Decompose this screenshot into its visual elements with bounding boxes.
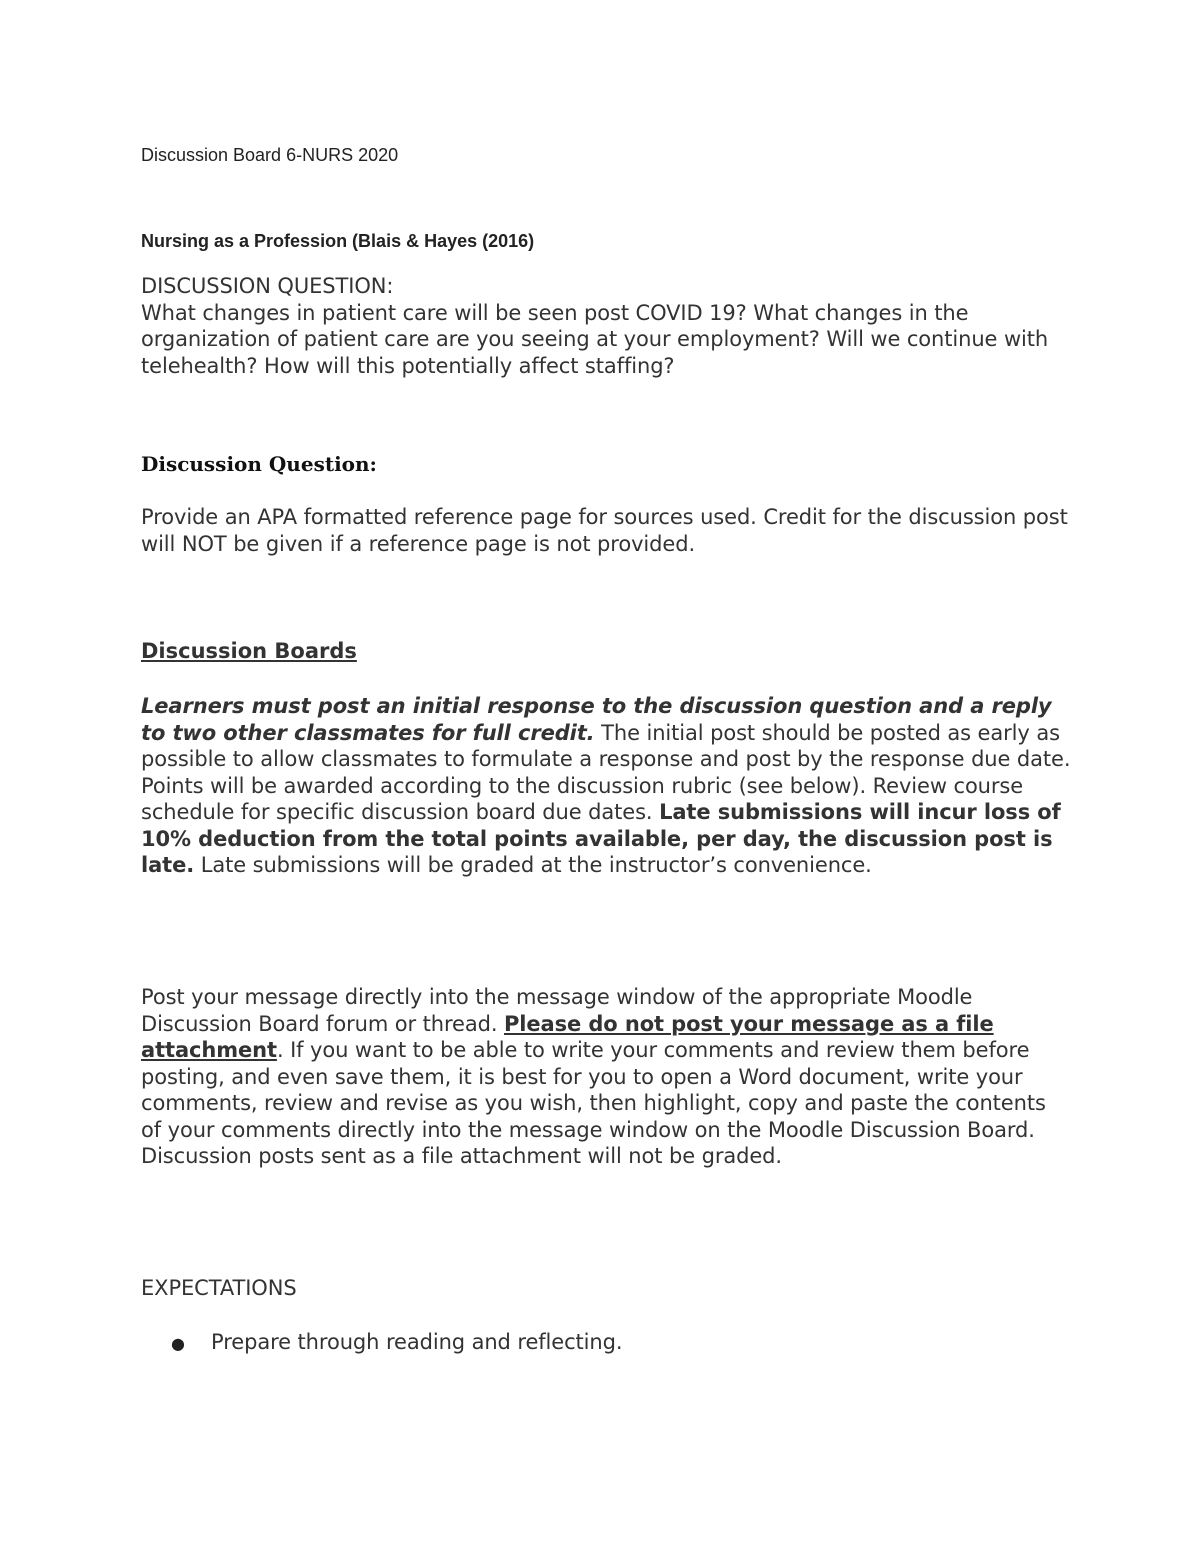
posting-paragraph-rest: . If you want to be able to write your comments and review them before posting, and even save them, it is best for you to open a Word document, write your comments, review and revise as you wish, then highlight, copy and paste the contents of your comments directly into the message window on the Moodle Discussion Board. Discussion posts sent as a file attachment will not be graded. xyxy=(141,1038,1046,1168)
expectations-list-item xyxy=(171,1329,622,1358)
document-subtitle: Nursing as a Profession (Blais & Hayes (2016) xyxy=(141,231,535,251)
late-grading-note: Late submissions will be graded at the instructor’s convenience. xyxy=(194,853,872,877)
bullet-icon: ● xyxy=(171,1334,185,1353)
reference-paragraph: Provide an APA formatted reference page for sources used. Credit for the discussion post will NOT be given if a reference page is not provided. xyxy=(141,505,1068,556)
expectations-heading: EXPECTATIONS xyxy=(141,1276,297,1300)
question-block xyxy=(141,273,1071,379)
initial-response-requirement: Learners must post an initial response to the discussion question and a reply to two other classmates for full credit. xyxy=(141,694,1052,745)
discussion-boards-paragraph xyxy=(141,693,1071,879)
posting-instructions-text: The initial post should be posted as early as possible to allow classmates to formulate a response and post by the response due date. Points will be awarded according to the discussion rubric (see below). Review course schedule for specific discussion board due dates. xyxy=(141,720,1071,824)
document-page xyxy=(141,0,1071,1553)
posting-paragraph-start: Post your message directly into the message window of the appropriate Moodle Discussion Board forum or thread. xyxy=(141,985,973,1036)
no-attachment-warning: Please do not post your message as a file attachment xyxy=(141,1011,994,1062)
question-label: DISCUSSION QUESTION: xyxy=(141,274,394,298)
question-text: What changes in patient care will be seen post COVID 19? What changes in the organization of patient care are you seeing at your employment? Will we continue with telehealth? How will this potentially affect staffing? xyxy=(141,300,1049,378)
late-submission-policy: Late submissions will incur loss of 10% deduction from the total points available, per day, the discussion post is late. xyxy=(141,800,1061,877)
posting-paragraph xyxy=(141,984,1071,1170)
expectation-text: Prepare through reading and reflecting. xyxy=(211,1330,623,1354)
discussion-question-heading: Discussion Question: xyxy=(141,452,377,476)
document-header: Discussion Board 6-NURS 2020 xyxy=(141,145,399,165)
discussion-boards-title: Discussion Boards xyxy=(141,639,357,663)
